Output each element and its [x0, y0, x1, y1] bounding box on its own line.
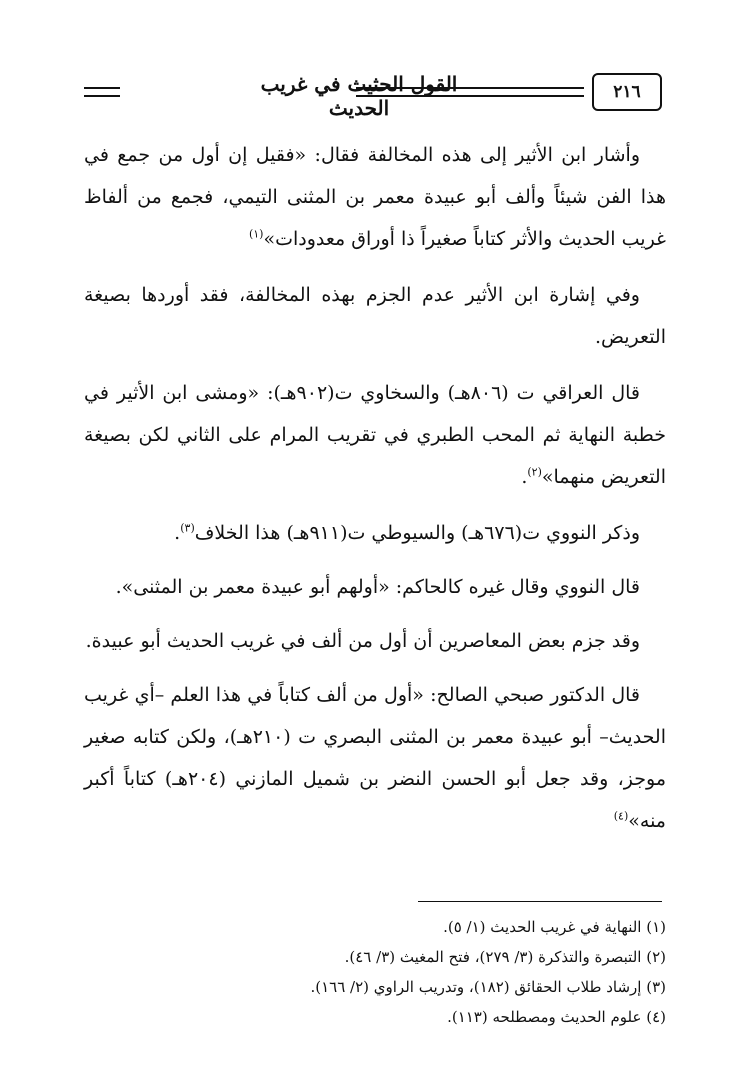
paragraph: [84, 512, 666, 554]
paragraph-text: قال النووي وقال غيره كالحاكم: «أولهم أبو عبيدة معمر بن المثنى».: [115, 576, 640, 598]
paragraph: [84, 372, 666, 498]
footnote-marker: (٢): [527, 465, 542, 479]
footnote-divider: [418, 901, 662, 902]
header-rule-left: [84, 87, 120, 97]
paragraph-text: وفي إشارة ابن الأثير عدم الجزم بهذه المخالفة، فقد أوردها بصيغة التعريض.: [84, 284, 666, 348]
paragraph-text: وأشار ابن الأثير إلى هذه المخالفة فقال: «فقيل إن أول من جمع في هذا الفن شيئاً وألف أبو عبيدة معمر بن المثنى التيمي، فجمع من ألفاظ غريب الحديث والأثر كتاباً صغيراً ذا أوراق معدودات»: [84, 144, 666, 250]
footnote-marker: (٣): [180, 521, 195, 535]
footnote-marker: (١): [248, 227, 264, 241]
paragraph: [84, 134, 666, 260]
page-number-badge: ٢١٦: [592, 73, 662, 111]
paragraph-text: وقد جزم بعض المعاصرين أن أول من ألف في غريب الحديث أبو عبيدة.: [85, 630, 640, 652]
footnote: (٢) التبصرة والتذكرة (٣/ ٢٧٩)، فتح المغيث (٣/ ٤٦).: [344, 948, 666, 966]
paragraph-tail: .: [174, 522, 181, 544]
header-rule-right: [356, 87, 584, 97]
footnotes: [84, 912, 666, 1032]
paragraph-text: وذكر النووي ت(٦٧٦هـ) والسيوطي ت(٩١١هـ) هذا الخلاف: [194, 522, 640, 544]
page-header: [84, 62, 666, 118]
paragraph: [84, 274, 666, 358]
body-text: [84, 134, 666, 856]
running-title: القول الحثيث في غريب الحديث: [260, 72, 458, 120]
paragraph-text: قال العراقي ت (٨٠٦هـ) والسخاوي ت(٩٠٢هـ): «ومشى ابن الأثير في خطبة النهاية ثم المحب الطبري في تقريب المرام على الثاني لكن بصيغة التعريض منهما»: [84, 382, 666, 488]
footnote-marker: (٤): [613, 809, 629, 823]
paragraph: [84, 674, 666, 842]
paragraph: [84, 566, 666, 608]
footnote: (١) النهاية في غريب الحديث (١/ ٥).: [443, 918, 666, 936]
footnote: (٤) علوم الحديث ومصطلحه (١١٣).: [447, 1008, 666, 1026]
paragraph-text: قال الدكتور صبحي الصالح: «أول من ألف كتاباً في هذا العلم –أي غريب الحديث– أبو عبيدة معمر بن المثنى البصري ت (٢١٠هـ)، ولكن كتابه صغير موجز، وقد جعل أبو الحسن النضر بن شميل المازني (٢٠٤هـ) كتاباً أكبر منه»: [84, 684, 667, 832]
paragraph-tail: .: [521, 466, 528, 488]
paragraph: [84, 620, 666, 662]
footnote: (٣) إرشاد طلاب الحقائق (١٨٢)، وتدريب الراوي (٢/ ١٦٦).: [310, 978, 666, 996]
